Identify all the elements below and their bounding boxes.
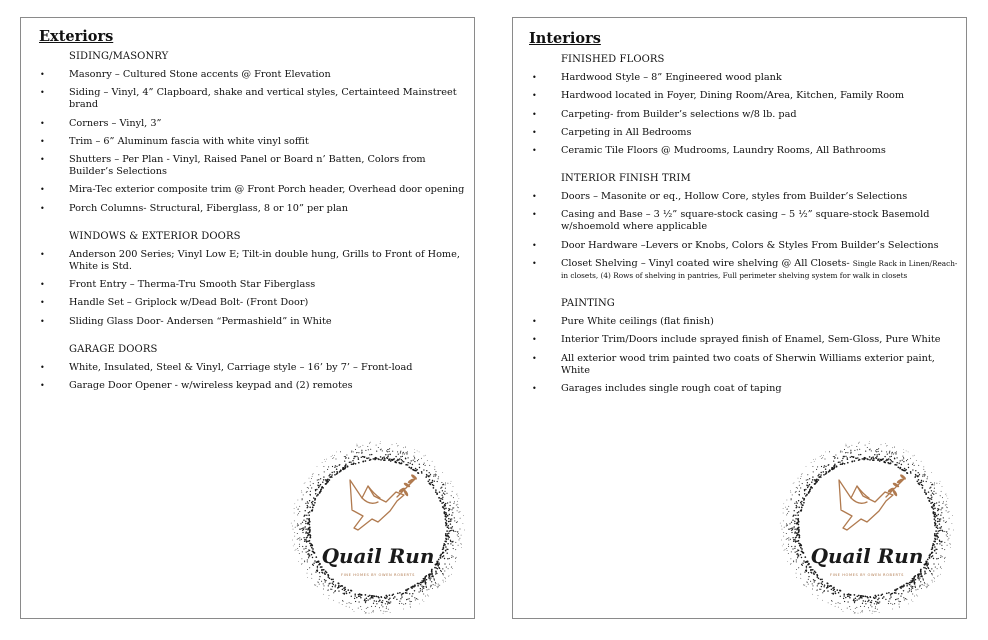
list-item: [529, 258, 958, 282]
bullet-icon: •: [532, 240, 537, 250]
list-item: • Sliding Glass Door- Andersen “Permashield” in White: [40, 315, 332, 327]
windows-doors-section: [37, 231, 466, 328]
finished-floors-section: [529, 54, 958, 157]
list-item: • All exterior wood trim painted two coats of Sherwin Williams exterior paint, White: [532, 352, 935, 376]
bullet-icon: •: [40, 185, 45, 195]
stipple-ring: [291, 441, 465, 614]
item-list: [529, 191, 958, 282]
bullet-icon: •: [532, 109, 537, 119]
list-item: • Siding – Vinyl, 4” Clapboard, shake and vertical styles, Certainteed Mainstreet brand: [40, 87, 457, 111]
bullet-icon: •: [532, 353, 537, 363]
section-title: INTERIOR FINISH TRIM: [561, 173, 691, 185]
item-list: [37, 362, 466, 392]
painting-section: [529, 298, 958, 395]
list-item: • Pure White ceilings (flat finish): [532, 316, 714, 328]
list-item: • Porch Columns- Structural, Fiberglass, 8 or 10” per plan: [40, 202, 348, 214]
bullet-icon: •: [532, 317, 537, 327]
list-item: • Carpeting in All Bedrooms: [532, 126, 692, 138]
bullet-icon: •: [40, 362, 45, 372]
interior-trim-section: [529, 173, 958, 282]
closet-shelving-main: Closet Shelving – Vinyl coated wire shelving @ All Closets-: [561, 258, 853, 270]
siding-masonry-section: [37, 51, 466, 215]
bullet-icon: •: [40, 249, 45, 259]
bullet-icon: •: [40, 380, 45, 390]
bullet-icon: •: [40, 155, 45, 165]
bullet-icon: •: [40, 88, 45, 98]
list-item: • Ceramic Tile Floors @ Mudrooms, Laundry Rooms, All Bathrooms: [532, 145, 886, 157]
bullet-icon: •: [532, 127, 537, 137]
interiors-heading: Interiors: [529, 30, 601, 47]
list-item: • Corners – Vinyl, 3”: [40, 117, 162, 129]
list-item: • Shutters – Per Plan - Vinyl, Raised Panel or Board n’ Batten, Colors from Builder’s Selections: [40, 154, 426, 178]
bullet-icon: •: [532, 91, 537, 101]
list-item: • Garages includes single rough coat of taping: [532, 382, 782, 394]
bullet-icon: •: [532, 192, 537, 202]
bullet-icon: •: [532, 146, 537, 156]
bullet-icon: •: [532, 210, 537, 220]
quail-run-logo: [779, 440, 955, 616]
bullet-icon: •: [40, 70, 45, 79]
list-item: • Masonry – Cultured Stone accents @ Front Elevation: [40, 69, 331, 80]
list-item: • Mira-Tec exterior composite trim @ Front Porch header, Overhead door opening: [40, 184, 465, 196]
item-list: [37, 249, 466, 328]
bullet-icon: •: [40, 136, 45, 146]
list-item: • Anderson 200 Series; Vinyl Low E; Tilt-in double hung, Grills to Front of Home, White is Std.: [40, 248, 460, 272]
list-item: • Carpeting- from Builder’s selections w/8 lb. pad: [532, 108, 797, 120]
logo-wordmark: Quail Run: [321, 544, 435, 568]
section-title: WINDOWS & EXTERIOR DOORS: [69, 230, 241, 242]
garage-doors-section: [37, 344, 466, 392]
list-item: • Garage Door Opener - w/wireless keypad and (2) remotes: [40, 379, 353, 391]
section-title: PAINTING: [561, 298, 615, 310]
list-item: • Casing and Base – 3 ½” square-stock casing – 5 ½” square-stock Basemold w/shoemold where applicable: [532, 209, 930, 233]
item-list: [37, 69, 466, 215]
list-item: • Hardwood located in Foyer, Dining Room/Area, Kitchen, Family Room: [532, 90, 905, 102]
list-item: • Handle Set – Griplock w/Dead Bolt- (Front Door): [40, 297, 309, 309]
exteriors-content: [37, 51, 466, 408]
list-item: • White, Insulated, Steel & Vinyl, Carriage style – 16’ by 7’ – Front-load: [40, 361, 413, 373]
item-list: [529, 316, 958, 395]
list-item: • Interior Trim/Doors include sprayed finish of Enamel, Sem-Gloss, Pure White: [532, 334, 941, 346]
section-title: GARAGE DOORS: [69, 343, 158, 355]
stipple-ring: [780, 441, 954, 614]
exteriors-page: [20, 17, 475, 619]
section-title: SIDING/MASONRY: [69, 51, 169, 62]
interiors-page: [512, 17, 967, 619]
logo-wordmark: Quail Run: [810, 544, 924, 568]
bullet-icon: •: [40, 298, 45, 308]
logo-tagline: FINE HOMES BY OWEN ROBERTS: [829, 573, 905, 577]
bullet-icon: •: [532, 73, 537, 82]
quail-run-logo: [290, 440, 466, 616]
list-item: • Doors – Masonite or eq., Hollow Core, styles from Builder’s Selections: [532, 191, 908, 203]
bullet-icon: •: [532, 259, 537, 269]
section-title: FINISHED FLOORS: [561, 54, 665, 65]
bullet-icon: •: [40, 203, 45, 213]
list-item: • Trim – 6” Aluminum fascia with white vinyl soffit: [40, 135, 309, 147]
bullet-icon: •: [40, 316, 45, 326]
bullet-icon: •: [532, 335, 537, 345]
item-list: [529, 72, 958, 157]
bullet-icon: •: [40, 118, 45, 128]
dove-icon: [350, 474, 418, 530]
exteriors-heading: Exteriors: [39, 28, 114, 45]
logo-tagline: FINE HOMES BY OWEN ROBERTS: [340, 573, 416, 577]
closet-shelving-detail: Single Rack in Linen/Reach-in closets, (4) Rows of shelving in pantries, Full perimeter shelving system for walk in closets: [561, 259, 958, 281]
dove-icon: [839, 474, 907, 530]
interiors-content: [529, 54, 958, 411]
bullet-icon: •: [532, 383, 537, 393]
bullet-icon: •: [40, 280, 45, 290]
list-item: • Door Hardware –Levers or Knobs, Colors & Styles From Builder’s Selections: [532, 239, 939, 251]
list-item: • Hardwood Style – 8” Engineered wood plank: [532, 72, 782, 83]
list-item: • Front Entry – Therma-Tru Smooth Star Fiberglass: [40, 279, 316, 291]
